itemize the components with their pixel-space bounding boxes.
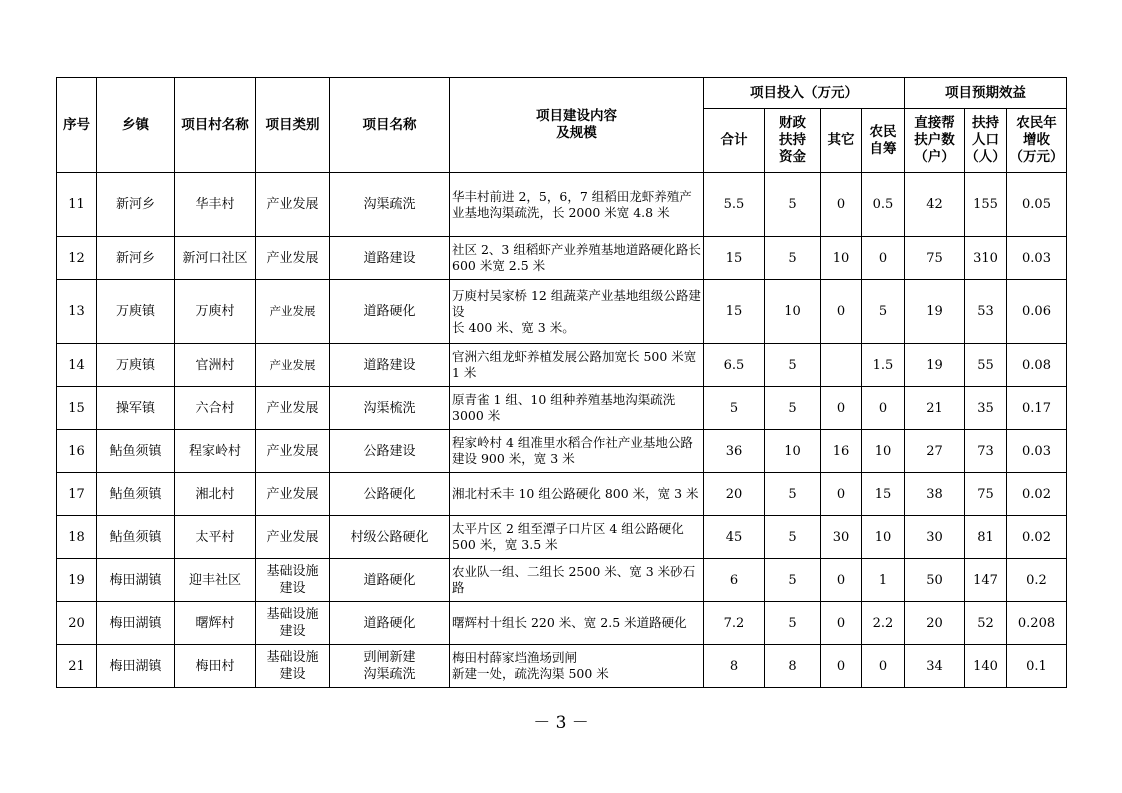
cell-farmer: 5	[862, 280, 905, 344]
cell-income: 0.02	[1007, 516, 1067, 559]
cell-project-name: 剅闸新建 沟渠疏洗	[330, 645, 450, 688]
table-row	[57, 344, 1067, 387]
header-town: 乡镇	[97, 78, 175, 173]
cell-town: 操军镇	[97, 387, 175, 430]
cell-people: 310	[965, 237, 1007, 280]
cell-fiscal: 5	[765, 387, 821, 430]
table-row	[57, 280, 1067, 344]
header-seq: 序号	[57, 78, 97, 173]
header-village: 项目村名称	[175, 78, 256, 173]
header-content: 项目建设内容 及规模	[450, 78, 704, 173]
cell-category: 基础设施 建设	[256, 602, 330, 645]
cell-total: 36	[704, 430, 765, 473]
cell-households: 75	[905, 237, 965, 280]
cell-seq: 14	[57, 344, 97, 387]
cell-content: 原青雀 1 组、10 组种养殖基地沟渠疏洗 3000 米	[450, 387, 704, 430]
table-row	[57, 387, 1067, 430]
cell-households: 38	[905, 473, 965, 516]
cell-seq: 13	[57, 280, 97, 344]
cell-village: 万庾村	[175, 280, 256, 344]
cell-village: 华丰村	[175, 173, 256, 237]
cell-content: 梅田村薛家垱渔场剅闸 新建一处，疏洗沟渠 500 米	[450, 645, 704, 688]
cell-total: 45	[704, 516, 765, 559]
cell-income: 0.03	[1007, 430, 1067, 473]
cell-seq: 20	[57, 602, 97, 645]
cell-households: 42	[905, 173, 965, 237]
cell-total: 20	[704, 473, 765, 516]
cell-total: 6	[704, 559, 765, 602]
page-number: － 3 －	[533, 713, 589, 733]
cell-farmer: 10	[862, 430, 905, 473]
cell-people: 52	[965, 602, 1007, 645]
cell-category: 产业发展	[256, 473, 330, 516]
cell-category: 产业发展	[256, 173, 330, 237]
header-income: 农民年 增收 （万元）	[1007, 109, 1067, 173]
cell-category: 产业发展	[256, 344, 330, 387]
cell-content: 湘北村禾丰 10 组公路硬化 800 米，宽 3 米	[450, 473, 704, 516]
cell-fiscal: 5	[765, 237, 821, 280]
cell-people: 155	[965, 173, 1007, 237]
cell-other: 16	[821, 430, 862, 473]
cell-households: 27	[905, 430, 965, 473]
cell-village: 湘北村	[175, 473, 256, 516]
cell-people: 81	[965, 516, 1007, 559]
cell-town: 梅田湖镇	[97, 645, 175, 688]
cell-households: 30	[905, 516, 965, 559]
cell-town: 梅田湖镇	[97, 602, 175, 645]
cell-income: 0.05	[1007, 173, 1067, 237]
cell-category: 产业发展	[256, 516, 330, 559]
cell-households: 19	[905, 344, 965, 387]
cell-project-name: 道路硬化	[330, 602, 450, 645]
cell-households: 20	[905, 602, 965, 645]
header-total: 合计	[704, 109, 765, 173]
cell-seq: 12	[57, 237, 97, 280]
cell-seq: 17	[57, 473, 97, 516]
cell-income: 0.03	[1007, 237, 1067, 280]
cell-farmer: 1.5	[862, 344, 905, 387]
cell-total: 15	[704, 237, 765, 280]
header-category: 项目类别	[256, 78, 330, 173]
cell-total: 6.5	[704, 344, 765, 387]
cell-project-name: 沟渠梳洗	[330, 387, 450, 430]
header-people: 扶持 人口 （人）	[965, 109, 1007, 173]
cell-farmer: 15	[862, 473, 905, 516]
cell-content: 社区 2、3 组稻虾产业养殖基地道路硬化路长 600 米宽 2.5 米	[450, 237, 704, 280]
cell-village: 太平村	[175, 516, 256, 559]
cell-income: 0.2	[1007, 559, 1067, 602]
cell-seq: 18	[57, 516, 97, 559]
cell-village: 迎丰社区	[175, 559, 256, 602]
cell-content: 曙辉村十组长 220 米、宽 2.5 米道路硬化	[450, 602, 704, 645]
cell-category: 产业发展	[256, 280, 330, 344]
cell-income: 0.02	[1007, 473, 1067, 516]
table-body	[57, 173, 1067, 688]
cell-people: 75	[965, 473, 1007, 516]
header-row-top	[57, 78, 1067, 109]
cell-other: 0	[821, 602, 862, 645]
cell-total: 15	[704, 280, 765, 344]
cell-project-name: 村级公路硬化	[330, 516, 450, 559]
cell-people: 147	[965, 559, 1007, 602]
cell-fiscal: 5	[765, 173, 821, 237]
header-other: 其它	[821, 109, 862, 173]
table-row	[57, 473, 1067, 516]
cell-farmer: 0	[862, 645, 905, 688]
cell-project-name: 道路建设	[330, 237, 450, 280]
cell-total: 7.2	[704, 602, 765, 645]
cell-people: 53	[965, 280, 1007, 344]
cell-content: 官洲六组龙虾养植发展公路加宽长 500 米宽 1 米	[450, 344, 704, 387]
cell-other: 0	[821, 645, 862, 688]
cell-village: 新河口社区	[175, 237, 256, 280]
cell-other: 0	[821, 473, 862, 516]
cell-people: 35	[965, 387, 1007, 430]
cell-seq: 11	[57, 173, 97, 237]
cell-category: 基础设施 建设	[256, 645, 330, 688]
header-investment-group: 项目投入（万元）	[704, 78, 905, 109]
cell-households: 50	[905, 559, 965, 602]
header-fiscal: 财政 扶持 资金	[765, 109, 821, 173]
cell-households: 34	[905, 645, 965, 688]
cell-content: 华丰村前进 2，5，6，7 组稻田龙虾养殖产业基地沟渠疏洗，长 2000 米宽 4.8 米	[450, 173, 704, 237]
cell-town: 鲇鱼须镇	[97, 516, 175, 559]
header-benefit-group: 项目预期效益	[905, 78, 1067, 109]
cell-other: 10	[821, 237, 862, 280]
table-row	[57, 516, 1067, 559]
cell-other: 0	[821, 387, 862, 430]
cell-households: 19	[905, 280, 965, 344]
cell-fiscal: 5	[765, 473, 821, 516]
table-row	[57, 237, 1067, 280]
header-farmer: 农民 自筹	[862, 109, 905, 173]
cell-project-name: 公路建设	[330, 430, 450, 473]
cell-category: 基础设施 建设	[256, 559, 330, 602]
header-project-name: 项目名称	[330, 78, 450, 173]
cell-farmer: 0.5	[862, 173, 905, 237]
table-row	[57, 559, 1067, 602]
cell-category: 产业发展	[256, 387, 330, 430]
cell-income: 0.08	[1007, 344, 1067, 387]
cell-income: 0.17	[1007, 387, 1067, 430]
table-row	[57, 430, 1067, 473]
cell-town: 新河乡	[97, 237, 175, 280]
cell-town: 鲇鱼须镇	[97, 430, 175, 473]
cell-other: 0	[821, 280, 862, 344]
cell-income: 0.06	[1007, 280, 1067, 344]
cell-project-name: 道路建设	[330, 344, 450, 387]
cell-seq: 15	[57, 387, 97, 430]
cell-households: 21	[905, 387, 965, 430]
cell-town: 万庾镇	[97, 280, 175, 344]
cell-total: 5	[704, 387, 765, 430]
cell-total: 8	[704, 645, 765, 688]
cell-fiscal: 10	[765, 430, 821, 473]
cell-content: 万庾村吴家桥 12 组蔬菜产业基地组级公路建设 长 400 米、宽 3 米。	[450, 280, 704, 344]
cell-other: 0	[821, 559, 862, 602]
cell-fiscal: 5	[765, 602, 821, 645]
cell-project-name: 道路硬化	[330, 559, 450, 602]
project-table	[56, 77, 1067, 688]
cell-category: 产业发展	[256, 430, 330, 473]
cell-other: 30	[821, 516, 862, 559]
cell-other	[821, 344, 862, 387]
cell-income: 0.208	[1007, 602, 1067, 645]
cell-fiscal: 10	[765, 280, 821, 344]
cell-project-name: 沟渠疏洗	[330, 173, 450, 237]
cell-people: 55	[965, 344, 1007, 387]
cell-town: 万庾镇	[97, 344, 175, 387]
cell-project-name: 道路硬化	[330, 280, 450, 344]
cell-village: 曙辉村	[175, 602, 256, 645]
cell-seq: 16	[57, 430, 97, 473]
cell-content: 太平片区 2 组至潭子口片区 4 组公路硬化 500 米，宽 3.5 米	[450, 516, 704, 559]
cell-fiscal: 5	[765, 516, 821, 559]
cell-category: 产业发展	[256, 237, 330, 280]
cell-fiscal: 5	[765, 344, 821, 387]
cell-other: 0	[821, 173, 862, 237]
cell-people: 140	[965, 645, 1007, 688]
cell-town: 梅田湖镇	[97, 559, 175, 602]
cell-seq: 19	[57, 559, 97, 602]
cell-farmer: 0	[862, 237, 905, 280]
cell-seq: 21	[57, 645, 97, 688]
cell-people: 73	[965, 430, 1007, 473]
cell-farmer: 10	[862, 516, 905, 559]
cell-content: 农业队一组、二组长 2500 米、宽 3 米砂石路	[450, 559, 704, 602]
cell-farmer: 0	[862, 387, 905, 430]
cell-town: 鲇鱼须镇	[97, 473, 175, 516]
cell-village: 官洲村	[175, 344, 256, 387]
cell-farmer: 2.2	[862, 602, 905, 645]
table-row	[57, 645, 1067, 688]
cell-income: 0.1	[1007, 645, 1067, 688]
table-row	[57, 173, 1067, 237]
cell-town: 新河乡	[97, 173, 175, 237]
cell-farmer: 1	[862, 559, 905, 602]
cell-fiscal: 5	[765, 559, 821, 602]
cell-content: 程家岭村 4 组准里水稻合作社产业基地公路建设 900 米，宽 3 米	[450, 430, 704, 473]
table-row	[57, 602, 1067, 645]
cell-project-name: 公路硬化	[330, 473, 450, 516]
cell-total: 5.5	[704, 173, 765, 237]
cell-fiscal: 8	[765, 645, 821, 688]
cell-village: 程家岭村	[175, 430, 256, 473]
cell-village: 六合村	[175, 387, 256, 430]
header-households: 直接帮 扶户数 （户）	[905, 109, 965, 173]
cell-village: 梅田村	[175, 645, 256, 688]
